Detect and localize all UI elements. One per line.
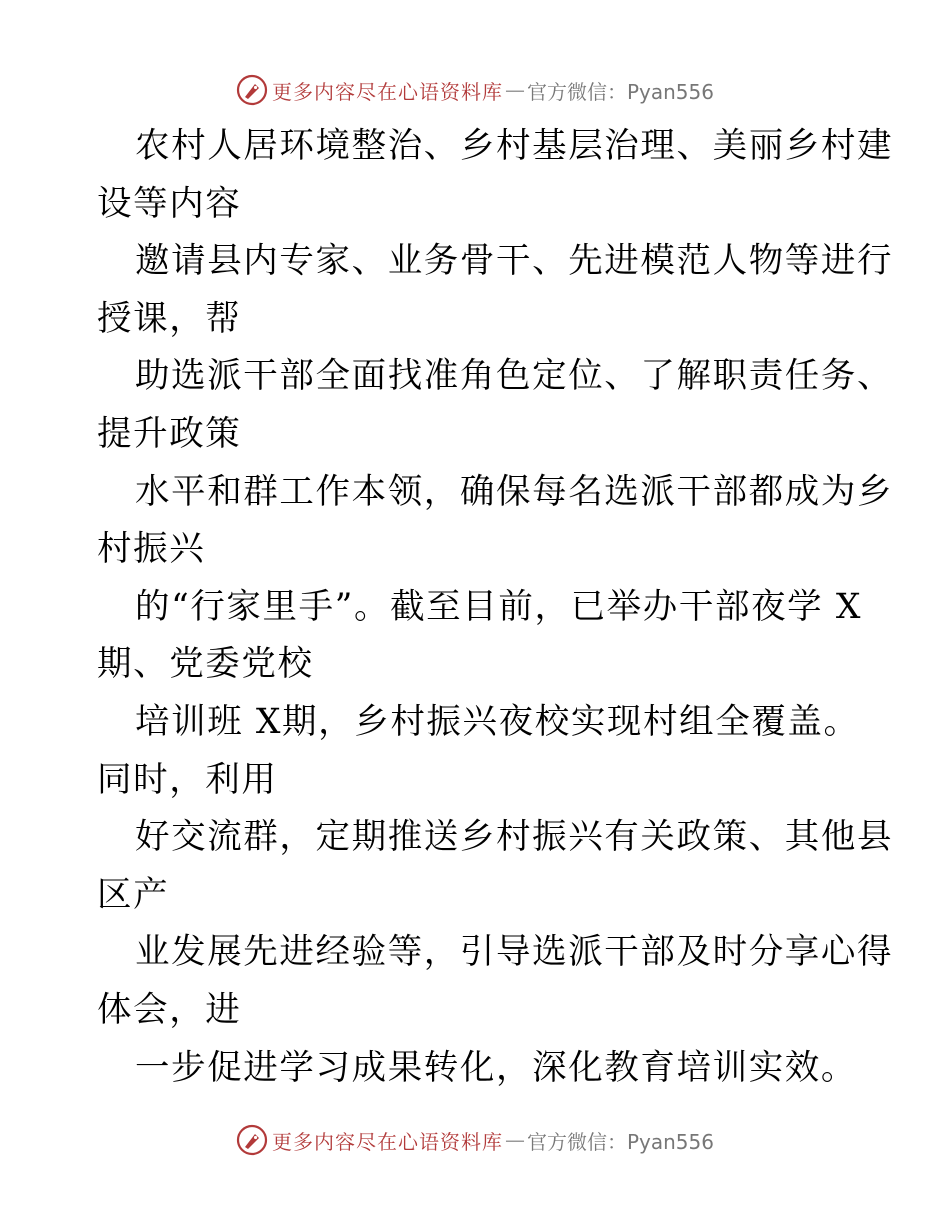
paragraph-line: 期、党委党校 bbox=[97, 644, 314, 685]
paragraph-line: 同时，利用 bbox=[97, 759, 278, 800]
paragraph-line: 好交流群，定期推送乡村振兴有关政策、其他县 bbox=[135, 817, 894, 858]
paragraph-line: 助选派干部全面找准角色定位、了解职责任务、 bbox=[135, 356, 894, 397]
header-watermark bbox=[0, 70, 950, 110]
watermark-brand: 更多内容尽在心语资料库 bbox=[271, 79, 503, 104]
pen-nib-logo-icon bbox=[236, 74, 268, 106]
paragraph-line: 邀请县内专家、业务骨干、先进模范人物等进行 bbox=[135, 241, 894, 282]
watermark-contact: 官方微信：Pyan556 bbox=[526, 1129, 714, 1154]
footer-watermark bbox=[0, 1120, 950, 1160]
paragraph-line: 体会，进 bbox=[97, 989, 242, 1030]
paragraph-line: 一步促进学习成果转化，深化教育培训实效。 bbox=[135, 1047, 857, 1088]
watermark-contact: 官方微信：Pyan556 bbox=[526, 79, 714, 104]
document-body bbox=[97, 118, 894, 1097]
paragraph-line: 业发展先进经验等，引导选派干部及时分享心得 bbox=[135, 932, 894, 973]
paragraph-line: 农村人居环境整治、乡村基层治理、美丽乡村建 bbox=[135, 126, 894, 166]
watermark-separator: — bbox=[504, 78, 525, 102]
watermark-brand: 更多内容尽在心语资料库 bbox=[271, 1129, 503, 1154]
paragraph-line: 区产 bbox=[97, 874, 170, 915]
paragraph-line: 设等内容 bbox=[97, 183, 242, 224]
paragraph-line: 授课，帮 bbox=[97, 298, 242, 339]
paragraph-line: 提升政策 bbox=[97, 413, 242, 454]
watermark-separator: — bbox=[504, 1128, 525, 1152]
paragraph-line: 水平和群工作本领，确保每名选派干部都成为乡 bbox=[135, 471, 894, 512]
paragraph-line: 培训班 X期，乡村振兴夜校实现村组全覆盖。 bbox=[135, 701, 860, 742]
paragraph-line: 村振兴 bbox=[97, 529, 206, 570]
paragraph-line: 的“行家里手”。截至目前，已举办干部夜学 X bbox=[135, 586, 863, 627]
pen-nib-logo-icon bbox=[236, 1124, 268, 1156]
